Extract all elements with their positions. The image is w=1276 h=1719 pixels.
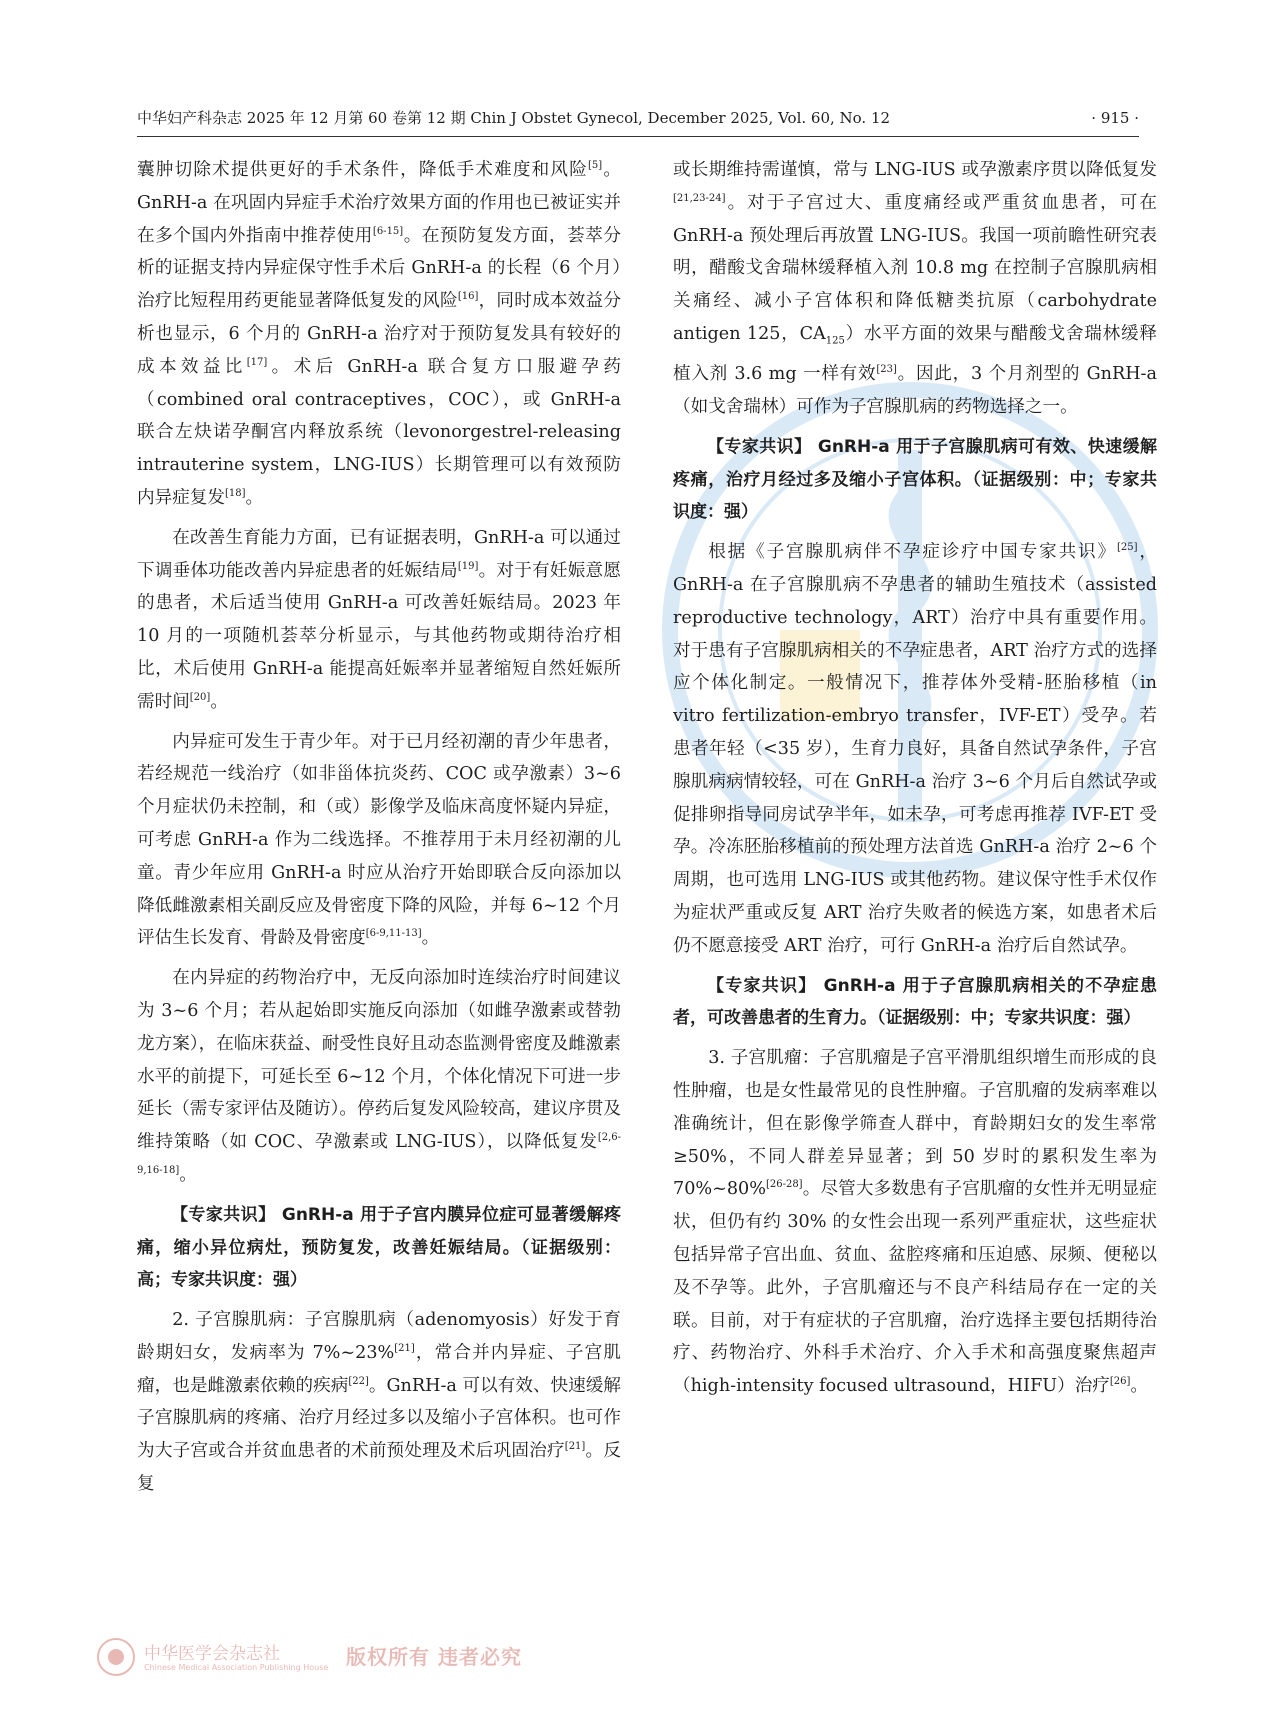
body-paragraph	[673, 1042, 1157, 1403]
text-run: 。	[421, 928, 440, 949]
copyright-notice: 版权所有 违者必究	[346, 1645, 522, 1669]
text-run: 。GnRH-a 可以有效、快速缓解子宫腺肌病的疼痛、治疗月经过多以及缩小子宫体积。也可作为大子宫或合并贫血患者的术前预处理及术后巩固治疗	[137, 1375, 621, 1462]
publisher-name-en: Chinese Medical Association Publishing House	[144, 1663, 329, 1672]
body-paragraph	[137, 522, 621, 719]
text-run: 。	[245, 487, 264, 508]
text-run: 2. 子宫腺肌病：子宫腺肌病（adenomyosis）好发于育龄期妇女，发病率为 7%~23%	[137, 1310, 621, 1363]
citation-reference: [19]	[457, 560, 479, 572]
text-run: 【专家共识】 GnRH-a 用于子宫内膜异位症可显著缓解疼痛，缩小异位病灶，预防复发，改善妊娠结局。（证据级别：高；专家共识度：强）	[137, 1204, 621, 1291]
text-run: 内异症可发生于青少年。对于已月经初潮的青少年患者，若经规范一线治疗（如非甾体抗炎药、COC 或孕激素）3~6 个月症状仍未控制，和（或）影像学及临床高度怀疑内异症，可考虑 GnRH-a 作为二线选择。不推荐用于未月经初潮的儿童。青少年应用 GnRH-a 时应从治疗开始即联合反向添加以降低雌激素相关副反应及骨密度下降的风险，并每 6~12 个月评估生长发育、骨龄及骨密度	[137, 731, 621, 949]
text-run: ，GnRH-a 在子宫腺肌病不孕患者的辅助生殖技术（assisted reproductive technology，ART）治疗中具有重要作用。对于患有子宫腺肌病相关的不孕症患者，ART 治疗方式的选择应个体化制定。一般情况下，推荐体外受精-胚胎移植（in vitro fertilization-embryo transfer，IVF-ET）受孕。若患者年轻（<35 岁），生育力良好，具备自然试孕条件，子宫腺肌病病情较轻，可在 GnRH-a 治疗 3~6 个月后自然试孕或促排卵指导同房试孕半年，如未孕，可考虑再推荐 IVF-ET 受孕。冷冻胚胎移植前的预处理方法首选 GnRH-a 治疗 2~6 个周期，也可选用 LNG-IUS 或其他药物。建议保守性手术仅作为症状严重或反复 ART 治疗失败者的候选方案，如患者术后仍不愿意接受 ART 治疗，可行 GnRH-a 治疗后自然试孕。	[673, 542, 1157, 956]
citation-reference: [26-28]	[765, 1179, 803, 1191]
citation-reference: [21]	[394, 1343, 415, 1355]
body-paragraph	[673, 536, 1157, 962]
citation-reference: [20]	[189, 691, 211, 703]
text-run: 3. 子宫肌瘤：子宫肌瘤是子宫平滑肌组织增生而形成的良性肿瘤，也是女性最常见的良性肿瘤。子宫肌瘤的发病率难以准确统计，但在影像学筛查人群中，育龄期妇女的发生率常≥50%，不同人群差异显著；到 50 岁时的累积发生率为 70%~80%	[673, 1048, 1157, 1200]
publisher-name: 中华医学会杂志社	[144, 1644, 280, 1664]
text-run: 。	[210, 691, 228, 712]
text-run: 。术后 GnRH-a 联合复方口服避孕药（combined oral contraceptives，COC），或 GnRH-a 联合左炔诺孕酮宫内释放系统（levonorgestrel-releasing intrauterine system，LNG-IUS）长期管理可以有效预防内异症复发	[137, 356, 621, 508]
citation-reference: [25]	[1116, 542, 1138, 554]
journal-citation: 中华妇产科杂志 2025 年 12 月第 60 卷第 12 期 Chin J Obstet Gynecol, December 2025, Vol. 60, No. 12	[137, 109, 891, 127]
citation-reference: [21]	[564, 1441, 586, 1453]
citation-reference: [22]	[348, 1375, 369, 1387]
text-run: 。对于有妊娠意愿的患者，术后适当使用 GnRH-a 可改善妊娠结局。2023 年 10 月的一项随机荟萃分析显示，与其他药物或期待治疗相比，术后使用 GnRH-a 能提高妊娠率并显著缩短自然妊娠所需时间	[137, 560, 621, 712]
citation-reference: [26]	[1109, 1376, 1131, 1388]
text-run: 根据《子宫腺肌病伴不孕症诊疗中国专家共识》	[708, 542, 1117, 563]
text-run: ，同时成本效益分析也显示，6 个月的 GnRH-a 治疗对于预防复发具有较好的成本效益比	[137, 291, 621, 377]
text-run: 或长期维持需谨慎，常与 LNG-IUS 或孕激素序贯以降低复发	[673, 160, 1157, 180]
text-run: ，常合并内异症、子宫肌瘤，也是雌激素依赖的疾病	[137, 1342, 621, 1396]
text-run: 。	[179, 1164, 197, 1185]
expert-consensus-paragraph	[673, 970, 1157, 1036]
text-run: 在内异症的药物治疗中，无反向添加时连续治疗时间建议为 3~6 个月；若从起始即实施反向添加（如雌孕激素或替勃龙方案），在临床获益、耐受性良好且动态监测骨密度及雌激素水平的前提下，可延长至 6~12 个月，个体化情况下可进一步延长（需专家评估及随访）。停药后复发风险较高，建议序贯及维持策略（如 COC、孕激素或 LNG-IUS），以降低复发	[137, 968, 621, 1153]
page-number: · 915 ·	[1091, 109, 1139, 127]
text-run: 【专家共识】 GnRH-a 用于子宫腺肌病可有效、快速缓解疼痛，治疗月经过多及缩小子宫体积。（证据级别：中；专家共识度：强）	[673, 436, 1157, 523]
text-run: 。因此，3 个月剂型的 GnRH-a（如戈舍瑞林）可作为子宫腺肌病的药物选择之一。	[673, 364, 1157, 418]
text-run: 。对于子宫过大、重度痛经或严重贫血患者，可在 GnRH-a 预处理后再放置 LNG-IUS。我国一项前瞻性研究表明，醋酸戈舍瑞林缓释植入剂 10.8 mg 在控制子宫腺肌病相关痛经、减小子宫体积和降低糖类抗原（carbohydrate antigen 125，CA	[673, 192, 1157, 344]
text-run: 。GnRH-a 在巩固内异症手术治疗效果方面的作用也已被证实并在多个国内外指南中推荐使用	[137, 160, 621, 246]
citation-reference: [21,23-24]	[673, 192, 726, 204]
running-header	[137, 106, 1139, 130]
text-run: 【专家共识】 GnRH-a 用于子宫腺肌病相关的不孕症患者，可改善患者的生育力。（证据级别：中；专家共识度：强）	[673, 975, 1157, 1029]
expert-consensus-paragraph	[673, 431, 1157, 529]
text-run: 。反复	[137, 1441, 621, 1495]
body-paragraph	[137, 726, 621, 956]
body-paragraph	[137, 962, 621, 1192]
text-run: 。在预防复发方面，荟萃分析的证据支持内异症保守性手术后 GnRH-a 的长程（6 个月）治疗比短程用药更能显著降低复发的风险	[137, 225, 621, 312]
citation-reference: [17]	[246, 356, 268, 368]
citation-reference: [6-9,11-13]	[365, 928, 422, 940]
citation-reference: [6-15]	[372, 225, 404, 237]
subscript: 125	[825, 335, 845, 347]
citation-reference: [16]	[457, 291, 479, 303]
body-paragraph	[137, 1304, 621, 1501]
text-run: ）水平方面的效果与醋酸戈舍瑞林缓释植入剂 3.6 mg 一样有效	[673, 323, 1157, 385]
text-run: 囊肿切除术提供更好的手术条件，降低手术难度和风险	[137, 160, 589, 180]
text-run: 在改善生育能力方面，已有证据表明，GnRH-a 可以通过下调垂体功能改善内异症患者的妊娠结局	[137, 527, 621, 581]
publisher-footer	[96, 1635, 596, 1685]
header-rule	[137, 136, 1139, 137]
expert-consensus-paragraph	[137, 1199, 621, 1297]
right-column	[673, 154, 1157, 1624]
publisher-logo-icon	[96, 1637, 136, 1677]
citation-reference: [18]	[224, 488, 246, 500]
citation-reference: [23]	[876, 364, 897, 376]
citation-reference: [5]	[588, 160, 603, 172]
left-column	[137, 154, 621, 1624]
citation-reference: [2,6-9,16-18]	[137, 1132, 621, 1177]
body-paragraph	[137, 154, 621, 515]
text-run: 。尽管大多数患有子宫肌瘤的女性并无明显症状，但仍有约 30% 的女性会出现一系列严重症状，这些症状包括异常子宫出血、贫血、盆腔疼痛和压迫感、尿频、便秘以及不孕等。此外，子宫肌瘤还与不良产科结局存在一定的关联。目前，对于有症状的子宫肌瘤，治疗选择主要包括期待治疗、药物治疗、外科手术治疗、介入手术和高强度聚焦超声（high-intensity focused ultrasound，HIFU）治疗	[673, 1179, 1157, 1397]
text-run: 。	[1130, 1376, 1149, 1397]
body-paragraph	[673, 154, 1157, 424]
